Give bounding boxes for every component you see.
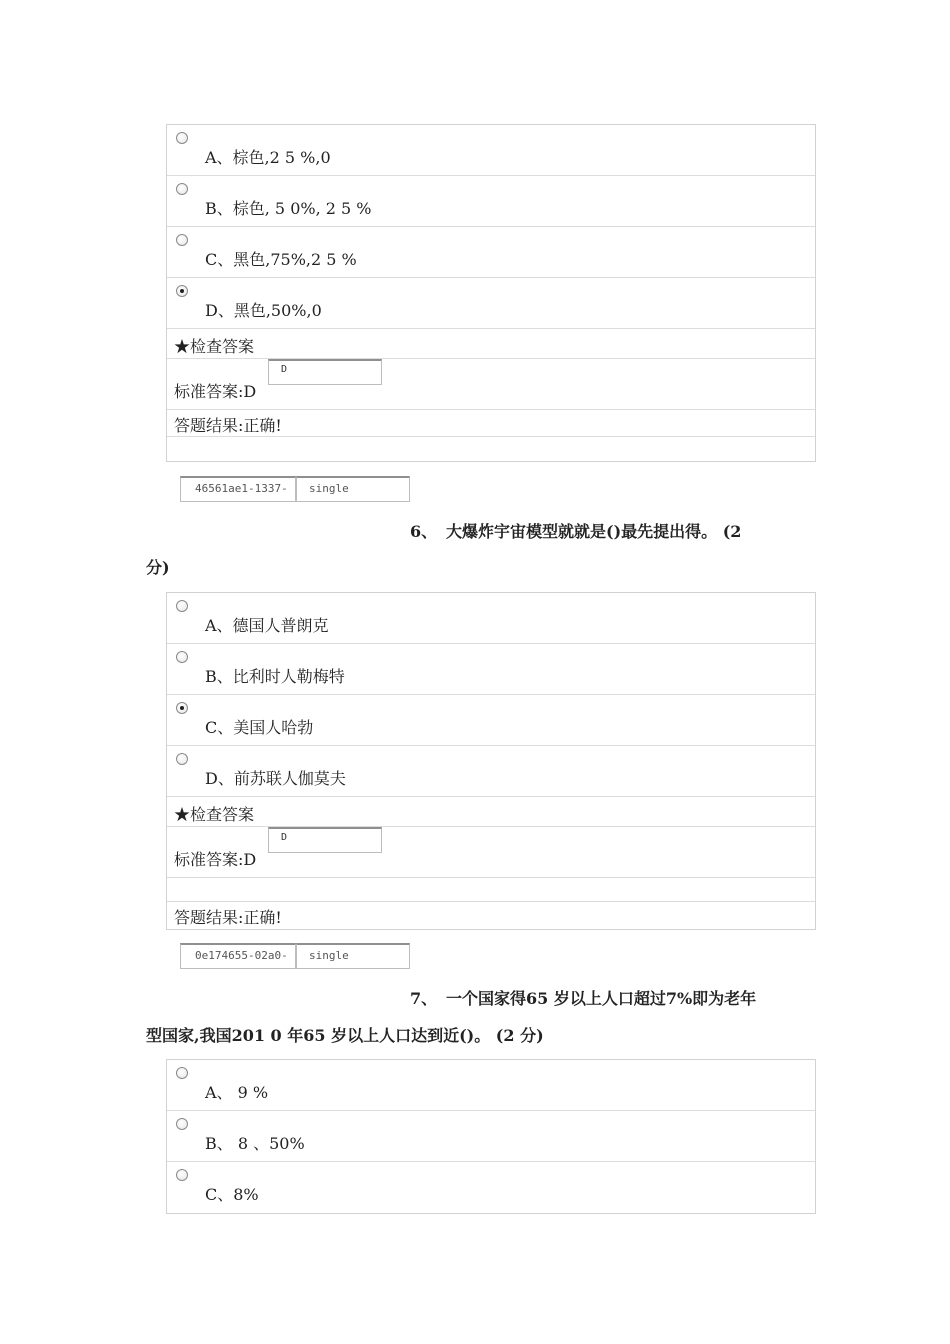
q6-option-d[interactable]: [167, 746, 815, 797]
radio-button-checked-icon[interactable]: [176, 285, 188, 297]
check-answer-link[interactable]: ★检查答案: [174, 337, 255, 356]
radio-button-icon[interactable]: [176, 600, 188, 612]
option-label: C、8%: [205, 1185, 259, 1204]
q7-number: 7、: [410, 989, 438, 1008]
radio-button-icon[interactable]: [176, 234, 188, 246]
q6-id-fields: [180, 476, 410, 502]
q7-option-c[interactable]: [167, 1162, 815, 1213]
q6-answer-block: [166, 592, 816, 930]
option-label: C、黑色,75%,2 5 %: [205, 250, 357, 269]
q6-option-b[interactable]: [167, 644, 815, 695]
q6-empty-row: [167, 878, 815, 902]
q6-option-a[interactable]: [167, 593, 815, 644]
q5-option-a[interactable]: [167, 125, 815, 176]
option-label: A、棕色,2 5 %,0: [205, 148, 331, 167]
option-label: C、美国人哈勃: [205, 718, 314, 737]
q6-option-c[interactable]: [167, 695, 815, 746]
q5-empty-row: [167, 437, 815, 461]
radio-button-icon[interactable]: [176, 651, 188, 663]
q7-answer-block: [166, 1059, 816, 1214]
check-answer-link[interactable]: ★检查答案: [174, 805, 255, 824]
q6-question-line1: 大爆炸宇宙模型就就是()最先提出得。 (2: [446, 522, 742, 541]
q7-question-line1: 一个国家得65 岁以上人口超过7%即为老年: [446, 989, 757, 1008]
standard-answer-field[interactable]: D: [268, 359, 382, 385]
radio-button-icon[interactable]: [176, 1067, 188, 1079]
question-type-field[interactable]: single: [296, 476, 410, 502]
q7-option-b[interactable]: [167, 1111, 815, 1162]
option-label: A、德国人普朗克: [205, 616, 329, 635]
q5-check-answer[interactable]: [167, 329, 815, 359]
option-label: A、 9 %: [205, 1083, 269, 1102]
standard-answer-label: 标准答案:D: [174, 382, 257, 401]
q6-number: 6、: [410, 522, 438, 541]
q7-question-line2: 型国家,我国201 0 年65 岁以上人口达到近()。 (2 分): [146, 1026, 544, 1045]
q7-id-fields: [180, 943, 410, 969]
radio-button-checked-icon[interactable]: [176, 702, 188, 714]
question-id-field[interactable]: 46561ae1-1337-: [180, 476, 296, 502]
option-label: D、前苏联人伽莫夫: [205, 769, 346, 788]
radio-button-icon[interactable]: [176, 132, 188, 144]
radio-button-icon[interactable]: [176, 753, 188, 765]
q5-answer-block: [166, 124, 816, 462]
result-label: 答题结果:正确!: [174, 416, 282, 435]
result-label: 答题结果:正确!: [174, 908, 282, 927]
option-label: B、棕色, 5 0%, 2 5 %: [205, 199, 372, 218]
q5-result: [167, 410, 815, 437]
q5-option-b[interactable]: [167, 176, 815, 227]
option-label: D、黑色,50%,0: [205, 301, 322, 320]
q7-option-a[interactable]: [167, 1060, 815, 1111]
standard-answer-field[interactable]: D: [268, 827, 382, 853]
radio-button-icon[interactable]: [176, 1118, 188, 1130]
q6-question-line2: 分): [146, 558, 170, 577]
option-label: B、 8 、50%: [205, 1134, 305, 1153]
q5-option-c[interactable]: [167, 227, 815, 278]
option-label: B、比利时人勒梅特: [205, 667, 345, 686]
question-type-field[interactable]: single: [296, 943, 410, 969]
standard-answer-label: 标准答案:D: [174, 850, 257, 869]
question-id-field[interactable]: 0e174655-02a0-: [180, 943, 296, 969]
q6-standard-answer: [167, 827, 815, 878]
q5-standard-answer: [167, 359, 815, 410]
radio-button-icon[interactable]: [176, 1169, 188, 1181]
q5-option-d[interactable]: [167, 278, 815, 329]
q6-result: [167, 902, 815, 929]
q6-check-answer[interactable]: [167, 797, 815, 827]
radio-button-icon[interactable]: [176, 183, 188, 195]
